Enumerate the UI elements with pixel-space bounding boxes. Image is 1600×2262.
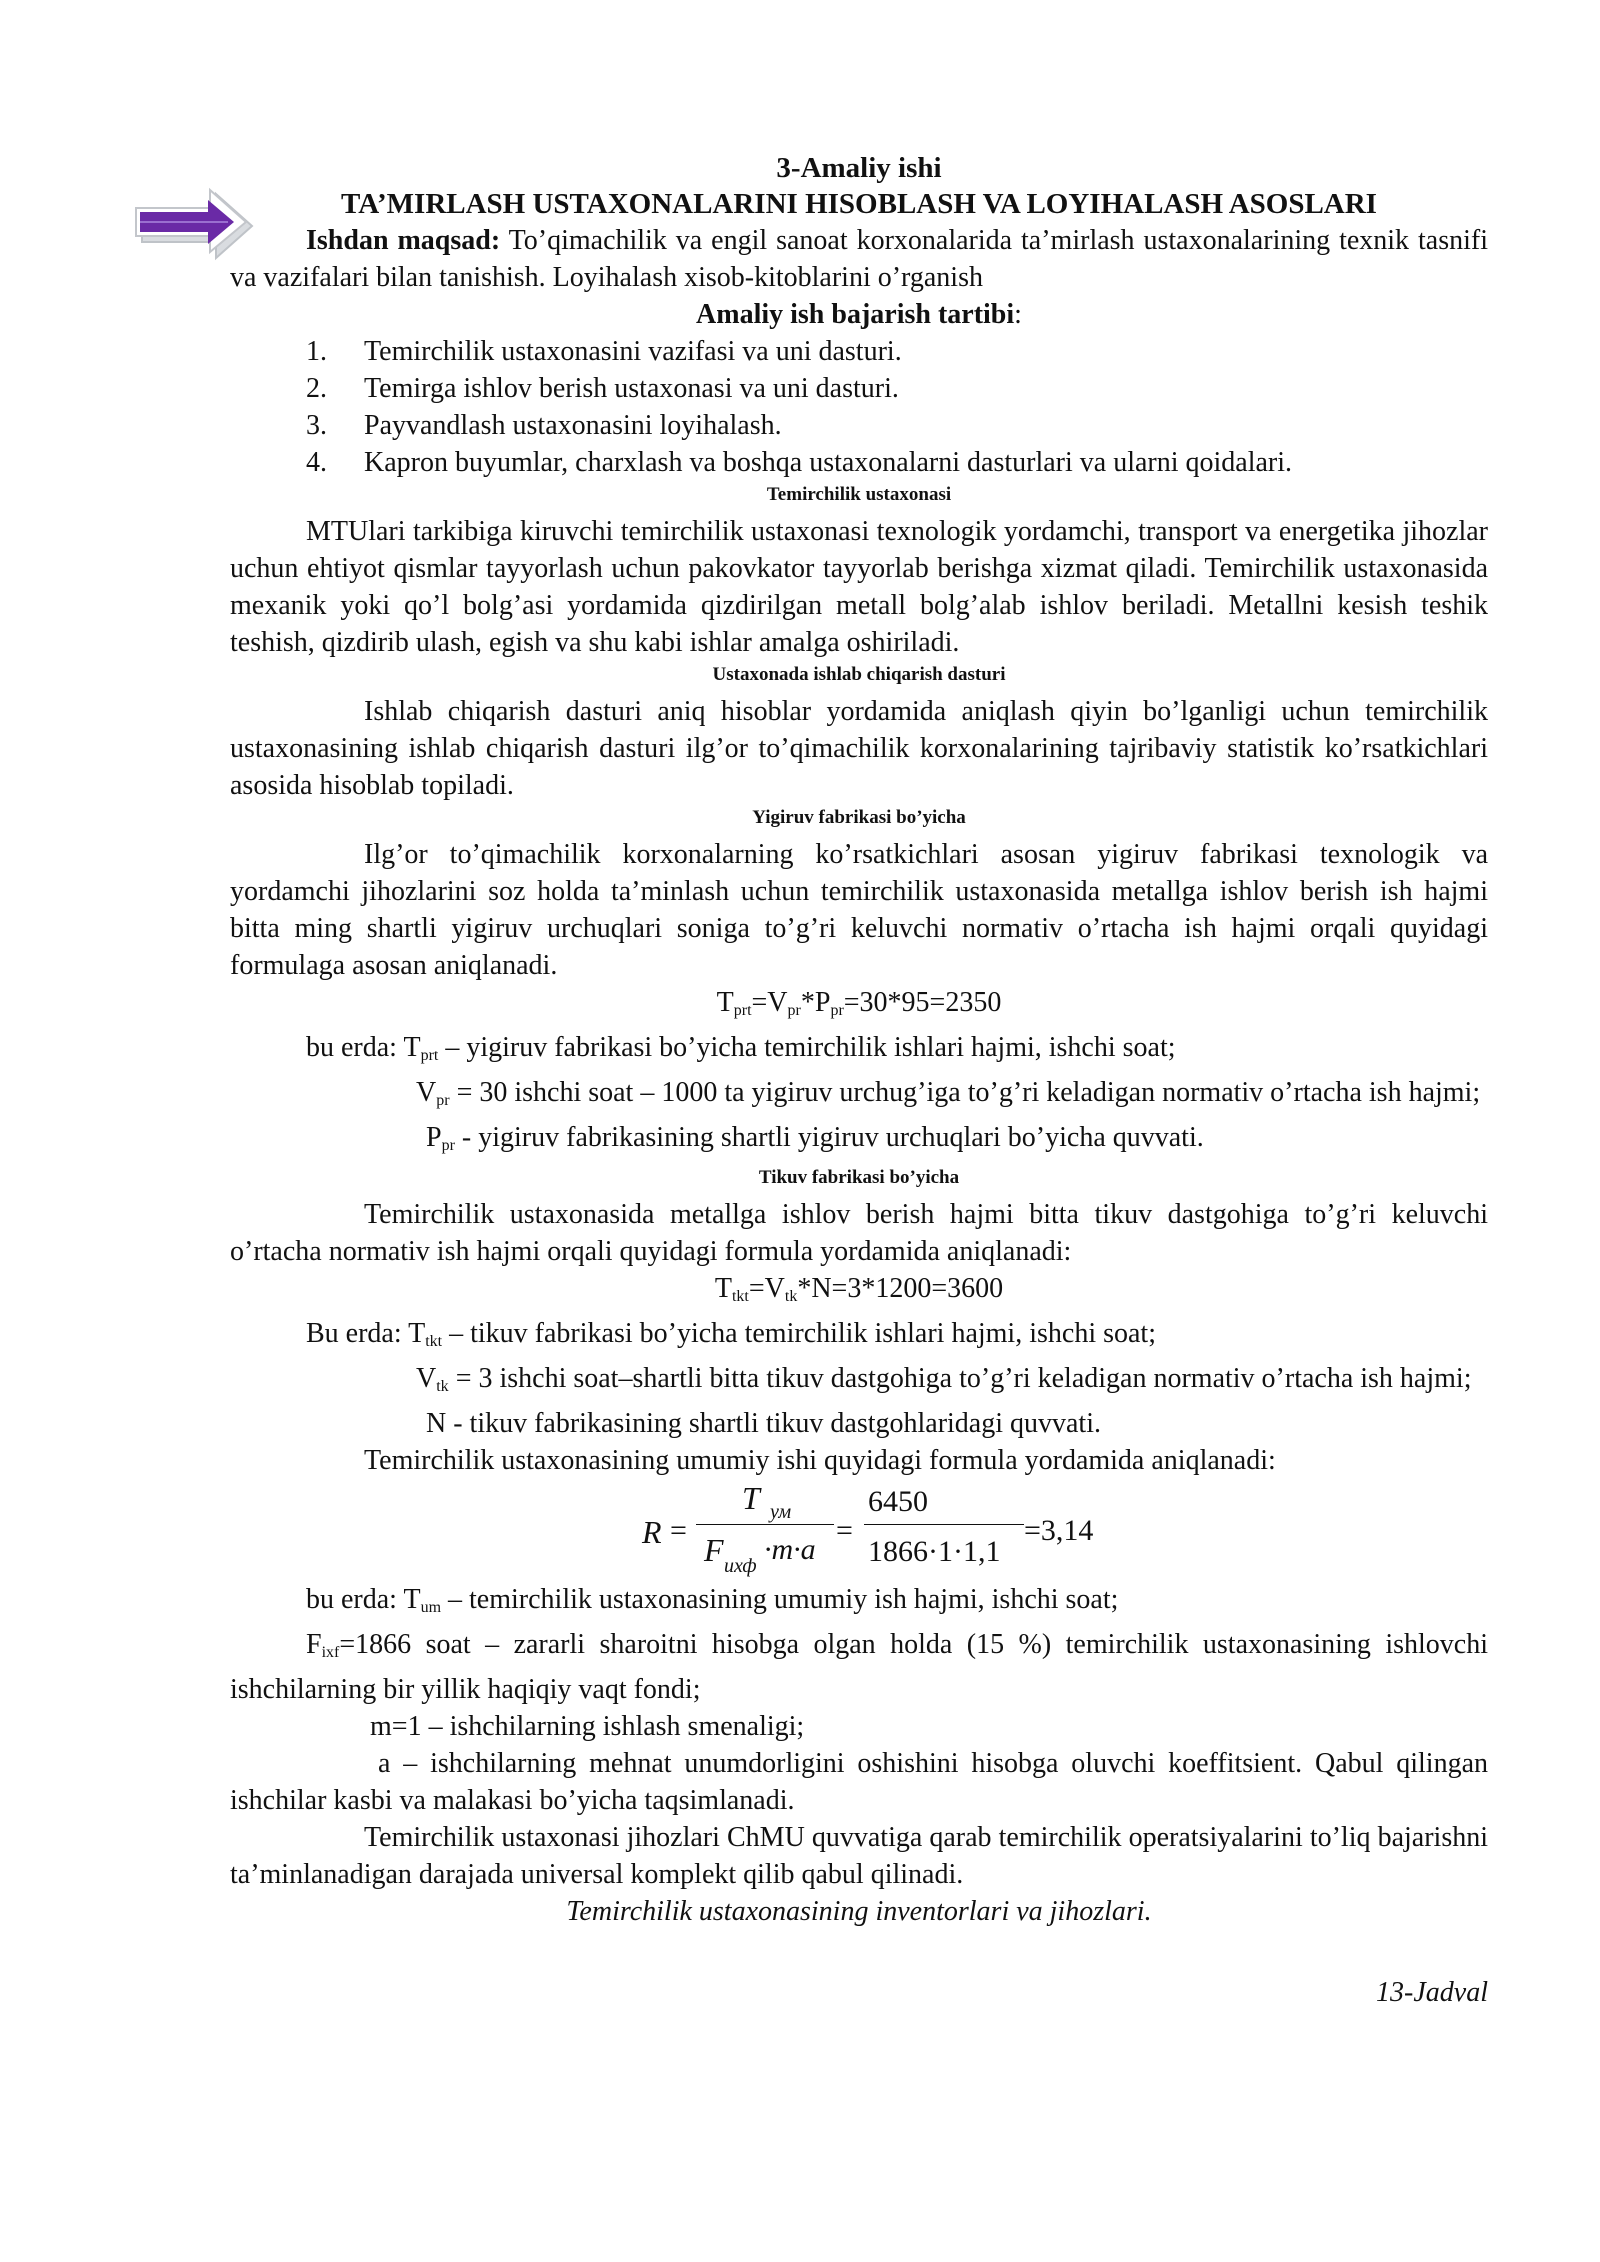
where-line: $V_{tk} = 3$ ishchi soat–shartli bitta tikuv dastgohiga to’g’ri keladigan normativ o’rtacha ish hajmi; [416,1363,1472,1395]
goal-text: To’qimachilik va engil sanoat korxonalarida ta’mirlash ustaxonalarining texnik tasnifi va vazifalari bilan tanishish. Loyihalash xisob-kitoblarini o’rganish [230,225,1488,293]
where-line: $F_{ixf}=1866$ soat – zararli sharoitni hisobga olgan holda (15 %) temirchilik ustaxonasining ishlovchi ishchilarning bir yillik haqiqiy vaqt fondi; [230,1629,1488,1705]
formula-tikuv: $T_{tkt}=V_{tk}*N=3*1200=3600$ [714,1273,1004,1305]
list-item: 2. Temirga ishlov berish ustaxonasi va uni dasturi. [306,373,899,404]
list-item: 4. Kapron buyumlar, charxlash va boshqa ustaxonalarni dasturlari va ularni qoidalari. [306,447,1293,478]
document-page [230,150,1488,2037]
section4-paragraph: Temirchilik ustaxonasida metallga ishlov berish hajmi bitta tikuv dastgohiga to’g’ri keluvchi o’rtacha normativ ish hajmi orqali quyidagi formula yordamida aniqlanadi: [230,1199,1488,1267]
where-line: $V_{pr} = 30$ ishchi soat – 1000 ta yigiruv urchug’iga to’g’ri keladigan normativ o’rtacha ish hajmi; [416,1077,1481,1109]
procedure-list [230,333,1488,481]
inventory-title: Temirchilik ustaxonasining inventorlari va jihozlari. [566,1896,1152,1927]
list-item: 3. Payvandlash ustaxonasini loyihalash. [306,410,782,441]
where-line: a – ishchilarning mehnat unumdorligini oshishini hisobga oluvchi koeffitsient. Qabul qilingan ishchilar kasbi va malakasi bo’yicha taqsimlanadi. [230,1748,1488,1816]
section-heading: Tikuv fabrikasi bo’yicha [758,1167,960,1188]
section1-paragraph: MTUlari tarkibiga kiruvchi temirchilik ustaxonasi texnologik yordamchi, transport va energetika jihozlar uchun ehtiyot qismlar tayyorlash uchun pakovkator tayyorlab berishga xizmat qiladi. Temirchilik ustaxonasida mexanik yoki qo’l bolg’asi yordamida qizdirilgan metall bolg’alab ishlov beriladi. Metallni kesish teshik teshish, qizdirib ulash, egish va shu kabi ishlar amalga oshiriladi. [230,516,1488,658]
where-line: bu erda: $T_{prt}$ – yigiruv fabrikasi bo’yicha temirchilik ishlari hajmi, ishchi soat; [306,1032,1176,1064]
section-heading: Yigiruv fabrikasi bo’yicha [752,807,966,828]
goal-paragraph [230,222,1488,296]
where-line: N - tikuv fabrikasining shartli tikuv dastgohlaridagi quvvati. [426,1408,1101,1439]
document-title: TA’MIRLASH USTAXONALARINI HISOBLASH VA LOYIHALASH ASOSLARI [341,188,1377,220]
goal-label: Ishdan maqsad: [306,225,501,256]
general-formula-intro: Temirchilik ustaxonasining umumiy ishi quyidagi formula yordamida aniqlanadi: [364,1445,1276,1476]
where-line: m=1 – ishchilarning ishlash smenaligi; [370,1711,805,1742]
main-formula: R = T ум F ихф ·m·a = 6450 1866·1·1,1 =3,14 [642,1480,1094,1577]
where-line: $P_{pr}$ - yigiruv fabrikasining shartli yigiruv urchuqlari bo’yicha quvvati. [426,1122,1204,1154]
list-item: 1. Temirchilik ustaxonasini vazifasi va uni dasturi. [306,336,902,367]
where-line: bu erda: $T_{um}$ – temirchilik ustaxonasining umumiy ish hajmi, ishchi soat; [306,1584,1119,1616]
section-heading: Temirchilik ustaxonasi [766,484,952,505]
where-line: Bu erda: $T_{tkt}$ – tikuv fabrikasi bo’yicha temirchilik ishlari hajmi, ishchi soat; [306,1318,1156,1350]
section-heading: Ustaxonada ishlab chiqarish dasturi [712,664,1006,685]
table-label: 13-Jadval [1376,1977,1488,2008]
work-number: 3-Amaliy ishi [776,152,942,184]
section3-paragraph: Ilg’or to’qimachilik korxonalarning ko’rsatkichlari asosan yigiruv fabrikasi texnologik va yordamchi jihozlarini soz holda ta’minlash uchun temirchilik ustaxonasida metallga ishlov berish ish hajmi bitta ming shartli yigiruv urchuqlari soniga to’g’ri keluvchi normativ o’rtacha ish hajmi orqali quyidagi formulaga asosan aniqlanadi. [230,839,1488,981]
closing-paragraph: Temirchilik ustaxonasi jihozlari ChMU quvvatiga qarab temirchilik operatsiyalarini to’liq bajarishni ta’minlanadigan darajada universal komplekt qilib qabul qilinadi. [230,1822,1488,1890]
procedure-title: Amaliy ish bajarish tartibi: [696,299,1022,330]
formula-yigiruv: $T_{prt}=V_{pr}*P_{pr}=30*95=2350$ [716,987,1002,1019]
section2-paragraph: Ishlab chiqarish dasturi aniq hisoblar yordamida aniqlash qiyin bo’lganligi uchun temirchilik ustaxonasining ishlab chiqarish dasturi ilg’or to’qimachilik korxonalarining tajribaviy statistik ko’rsatkichlari asosida hisoblab topiladi. [230,696,1488,801]
